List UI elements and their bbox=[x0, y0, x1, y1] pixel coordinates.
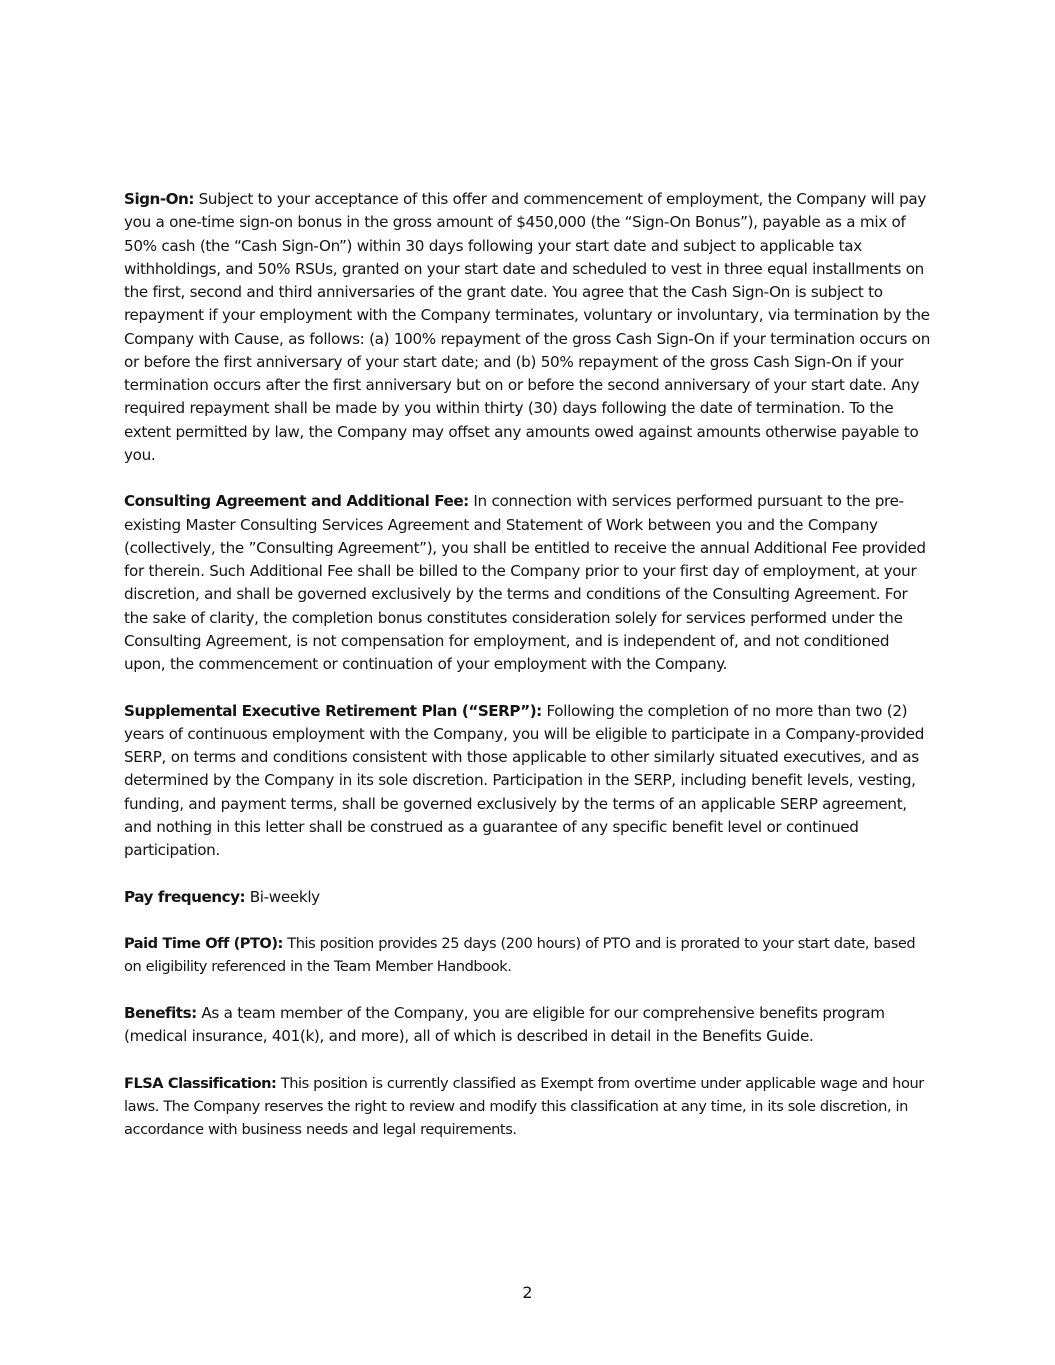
pto-text: This position provides 25 days (200 hours) of PTO and is prorated to your start date, based on eligibility referenced in the Team Member Handbook. bbox=[124, 935, 916, 976]
benefits-paragraph bbox=[124, 1002, 932, 1049]
pto-label: Paid Time Off (PTO): bbox=[124, 935, 283, 952]
flsa-text: This position is currently classified as Exempt from overtime under applicable wage and hour laws. The Company reserves the right to review and modify this classification at any time, in its sole discretion, in accordance with business needs and legal requirements. bbox=[124, 1074, 924, 1138]
consulting-agreement-paragraph bbox=[124, 490, 932, 676]
page-number: 2 bbox=[522, 1283, 533, 1302]
benefits-label: Benefits: bbox=[124, 1003, 197, 1022]
pay-frequency-label: Pay frequency: bbox=[124, 887, 246, 906]
pay-frequency-paragraph bbox=[124, 886, 932, 909]
serp-text: Following the completion of no more than two (2) years of continuous employment with the Company, you will be eligible to participate in a Company-provided SERP, on terms and conditions consistent with those applicable to other similarly situated executives, and as determined by the Company in its sole discretion. Participation in the SERP, including benefit levels, vesting, funding, and payment terms, shall be governed exclusively by the terms of an applicable SERP agreement, and nothing in this letter shall be construed as a guarantee of any specific benefit level or continued participation. bbox=[124, 701, 925, 859]
sign-on-label: Sign-On: bbox=[124, 190, 194, 208]
pay-frequency-text: Bi-weekly bbox=[245, 887, 320, 906]
sign-on-paragraph bbox=[124, 188, 932, 467]
consulting-agreement-label: Consulting Agreement and Additional Fee: bbox=[124, 492, 469, 511]
sign-on-text: Subject to your acceptance of this offer and commencement of employment, the Company will pay you a one-time sign-on bonus in the gross amount of $450,000 (the “Sign-On Bonus”), payable as a mix of 50% cash (the “Cash Sign-On”) within 30 days following your start date and subject to applicable tax withholdings, and 50% RSUs, granted on your start date and scheduled to vest in three equal installments on the first, second and third anniversaries of the grant date. You agree that the Cash Sign-On is subject to repayment if your employment with the Company terminates, voluntary or involuntary, via termination by the Company with Cause, as follows: (a) 100% repayment of the gross Cash Sign-On if your termination occurs on or before the first anniversary of your start date; and (b) 50% repayment of the gross Cash Sign-On if your termination occurs after the first anniversary but on or before the second anniversary of your start date. Any required repayment shall be made by you within thirty (30) days following the date of termination. To the extent permitted by law, the Company may offset any amounts owed against amounts otherwise payable to you. bbox=[124, 190, 931, 464]
pto-paragraph bbox=[124, 932, 932, 979]
benefits-text: As a team member of the Company, you are eligible for our comprehensive benefits program (medical insurance, 401(k), and more), all of which is described in detail in the Benefits Guide. bbox=[124, 1003, 885, 1045]
flsa-label: FLSA Classification: bbox=[124, 1074, 277, 1092]
flsa-paragraph bbox=[124, 1072, 932, 1142]
serp-label: Supplemental Executive Retirement Plan (“SERP”): bbox=[124, 701, 542, 720]
page-content bbox=[124, 188, 932, 1165]
serp-paragraph bbox=[124, 700, 932, 863]
consulting-agreement-text: In connection with services performed pursuant to the pre-existing Master Consulting Services Agreement and Statement of Work between you and the Company (collectively, the ”Consulting Agreement”), you shall be entitled to receive the annual Additional Fee provided for therein. Such Additional Fee shall be billed to the Company prior to your first day of employment, at your discretion, and shall be governed exclusively by the terms and conditions of the Consulting Agreement. For the sake of clarity, the completion bonus constitutes consideration solely for services performed under the Consulting Agreement, is not compensation for employment, and is independent of, and not conditioned upon, the commencement or continuation of your employment with the Company. bbox=[124, 492, 926, 673]
